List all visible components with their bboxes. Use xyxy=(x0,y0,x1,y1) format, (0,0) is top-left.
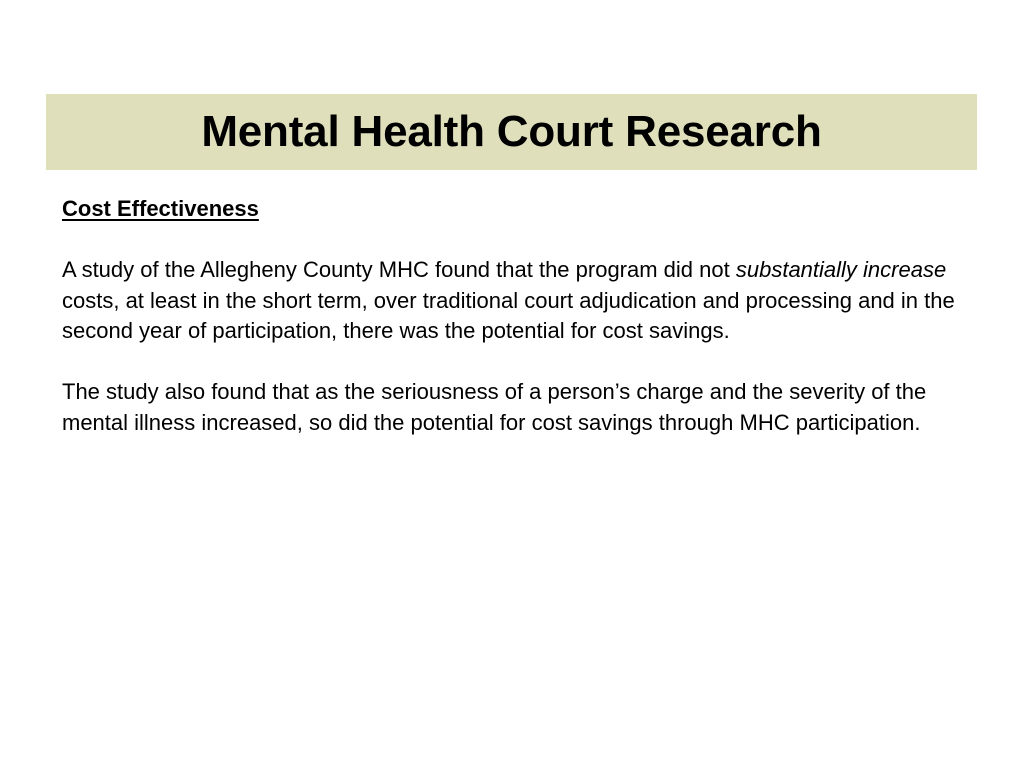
paragraph-cost-study xyxy=(62,255,962,347)
section-heading: Cost Effectiveness xyxy=(62,196,259,221)
slide-title: Mental Health Court Research xyxy=(201,107,822,156)
spacer xyxy=(62,225,962,256)
slide-content xyxy=(62,194,962,438)
paragraph-emphasis: substantially increase xyxy=(735,257,947,282)
paragraph-text-before: A study of the Allegheny County MHC found that the program did not xyxy=(62,257,736,282)
spacer xyxy=(62,347,962,378)
paragraph-text-after: costs, at least in the short term, over traditional court adjudication and processing and in the second year of participation, there was the potential for cost savings. xyxy=(62,287,955,343)
title-band xyxy=(46,94,977,170)
paragraph-seriousness: The study also found that as the seriousness of a person’s charge and the severity of the mental illness increased, so did the potential for cost savings through MHC participation. xyxy=(62,379,927,435)
